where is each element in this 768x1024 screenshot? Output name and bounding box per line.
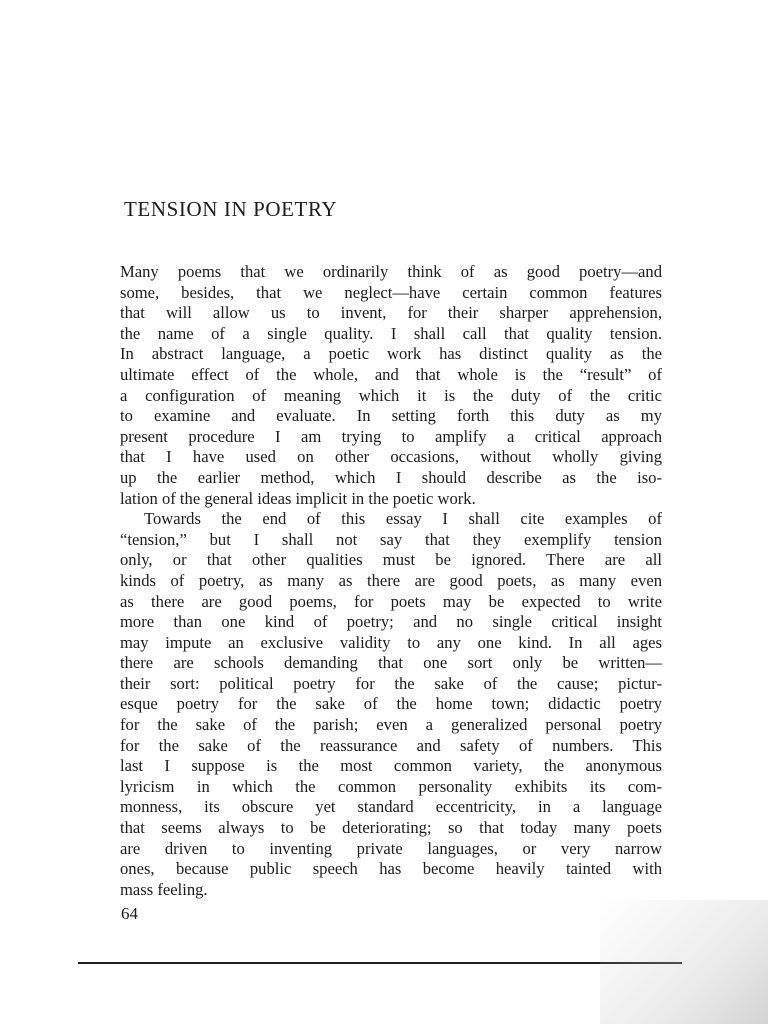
text-line: the name of a single quality. I shall call that quality tension. <box>120 323 662 343</box>
text-line: there are schools demanding that one sort only be written— <box>120 653 662 673</box>
text-line: In abstract language, a poetic work has distinct quality as the <box>120 344 662 364</box>
page-title: TENSION IN POETRY <box>124 197 338 221</box>
text-line: only, or that other qualities must be ignored. There are all <box>120 550 662 570</box>
page-number: 64 <box>121 904 138 923</box>
page-shadow <box>600 900 768 1024</box>
text-line: are driven to inventing private languages, or very narrow <box>120 838 662 858</box>
text-line: “tension,” but I shall not say that they exemplify tension <box>120 529 662 549</box>
text-line: as there are good poems, for poets may be expected to write <box>120 591 662 611</box>
bottom-rule <box>78 962 682 964</box>
text-line: Many poems that we ordinarily think of as good poetry—and <box>120 262 662 281</box>
text-line: a configuration of meaning which it is the duty of the critic <box>120 385 662 405</box>
text-line: esque poetry for the sake of the home town; didactic poetry <box>120 694 662 714</box>
text-line: lation of the general ideas implicit in the poetic work. <box>120 488 476 508</box>
text-line: ones, because public speech has become heavily tainted with <box>120 859 662 879</box>
text-line: Towards the end of this essay I shall cite examples of <box>144 509 662 529</box>
text-line: their sort: political poetry for the sake of the cause; pictur- <box>120 673 662 693</box>
text-line: for the sake of the reassurance and safety of numbers. This <box>120 735 662 755</box>
text-line: present procedure I am trying to amplify a critical approach <box>120 426 662 446</box>
text-line: more than one kind of poetry; and no single critical insight <box>120 612 662 632</box>
text-line: monness, its obscure yet standard eccentricity, in a language <box>120 797 662 817</box>
text-line: to examine and evaluate. In setting forth this duty as my <box>120 406 662 426</box>
text-line: that will allow us to invent, for their sharper apprehension, <box>120 303 662 323</box>
text-line: that I have used on other occasions, without wholly giving <box>120 447 662 467</box>
text-line: mass feeling. <box>120 879 208 899</box>
paragraph-1 <box>120 262 662 509</box>
text-line: may impute an exclusive validity to any one kind. In all ages <box>120 632 662 652</box>
text-line: lyricism in which the common personality exhibits its com- <box>120 776 662 796</box>
text-line: kinds of poetry, as many as there are good poets, as many even <box>120 570 662 590</box>
text-line: up the earlier method, which I should describe as the iso- <box>120 467 662 487</box>
text-line: that seems always to be deteriorating; so that today many poets <box>120 818 662 838</box>
text-line: some, besides, that we neglect—have certain common features <box>120 282 662 302</box>
body-text <box>120 262 662 900</box>
text-line: ultimate effect of the whole, and that whole is the “result” of <box>120 364 662 384</box>
paragraph-2 <box>120 509 662 900</box>
text-line: for the sake of the parish; even a generalized personal poetry <box>120 715 662 735</box>
text-line: last I suppose is the most common variety, the anonymous <box>120 756 662 776</box>
